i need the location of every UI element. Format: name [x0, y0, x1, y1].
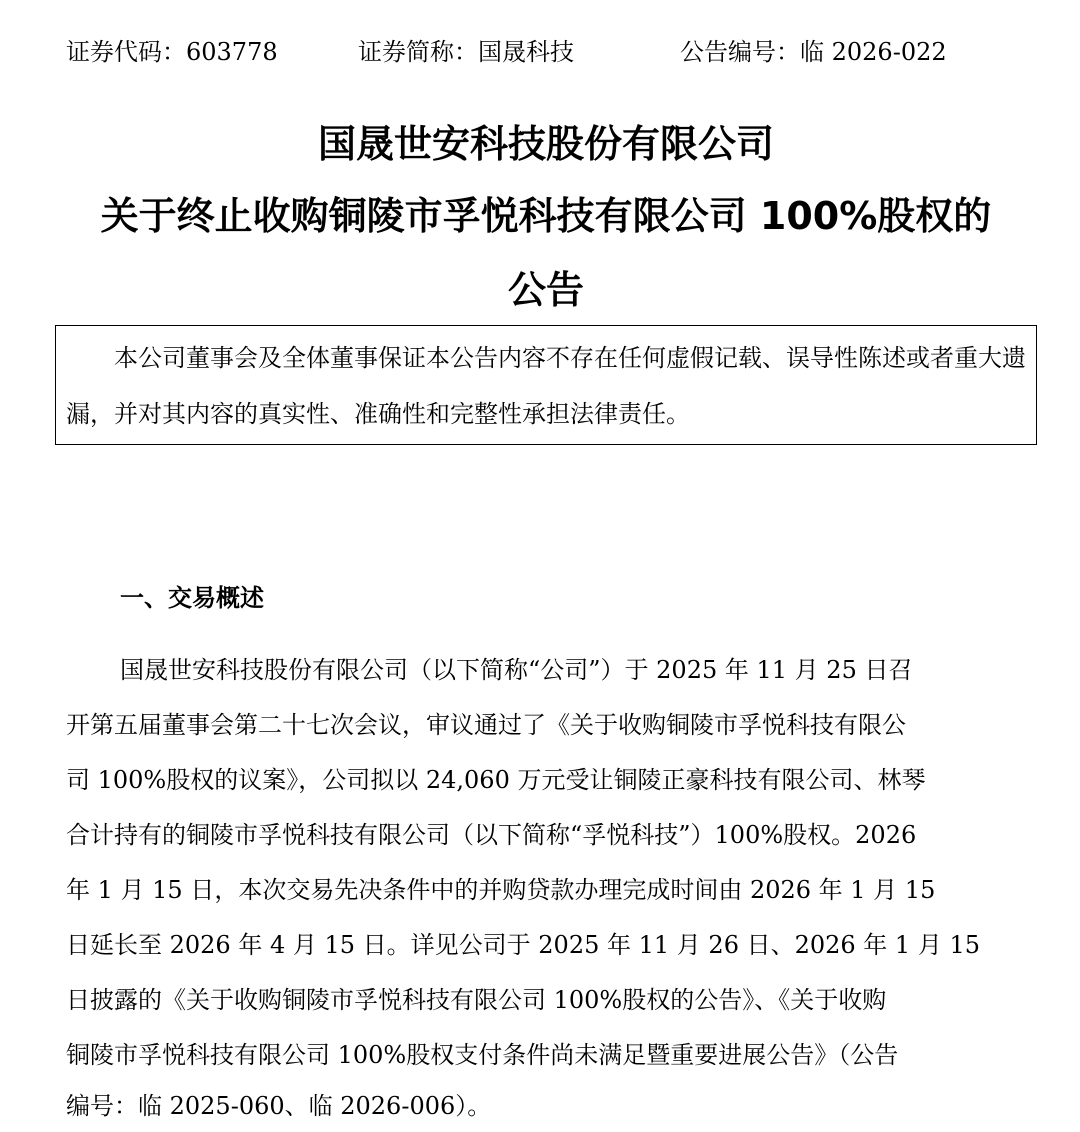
paragraph-line: 年 1 月 15 日，本次交易先决条件中的并购贷款办理完成时间由 2026 年 1 月 15 [66, 876, 936, 904]
paragraph-line: 国晟世安科技股份有限公司（以下简称“公司”）于 2025 年 11 月 25 日召 [120, 656, 913, 684]
title-subject: 关于终止收购铜陵市孚悦科技有限公司 100%股权的 [100, 194, 992, 238]
paragraph-line: 合计持有的铜陵市孚悦科技有限公司（以下简称“孚悦科技”）100%股权。2026 [66, 821, 917, 849]
board-guarantee-notice-box [55, 325, 1037, 445]
paragraph-line: 编号：临 2025-060、临 2026-006）。 [66, 1092, 492, 1120]
security-code: 证券代码：603778 [66, 38, 278, 66]
paragraph-line: 日延长至 2026 年 4 月 15 日。详见公司于 2025 年 11 月 26 日、2026 年 1 月 15 [66, 931, 980, 959]
security-name: 证券简称：国晟科技 [358, 38, 574, 66]
section-heading-transaction-overview: 一、交易概述 [120, 584, 264, 612]
board-guarantee-notice-text: 本公司董事会及全体董事保证本公告内容不存在任何虚假记载、误导性陈述或者重大遗漏，并对其内容的真实性、准确性和完整性承担法律责任。 [66, 344, 1026, 428]
title-announcement: 公告 [507, 268, 584, 312]
paragraph-line: 日披露的《关于收购铜陵市孚悦科技有限公司 100%股权的公告》、《关于收购 [66, 986, 887, 1014]
announcement-number: 公告编号：临 2026-022 [680, 38, 947, 66]
title-company-name: 国晟世安科技股份有限公司 [317, 122, 774, 166]
paragraph-line: 铜陵市孚悦科技有限公司 100%股权支付条件尚未满足暨重要进展公告》（公告 [66, 1041, 899, 1069]
paragraph-line: 司 100%股权的议案》，公司拟以 24,060 万元受让铜陵正豪科技有限公司、林琴 [66, 766, 926, 794]
paragraph-line: 开第五届董事会第二十七次会议，审议通过了《关于收购铜陵市孚悦科技有限公 [66, 711, 906, 739]
